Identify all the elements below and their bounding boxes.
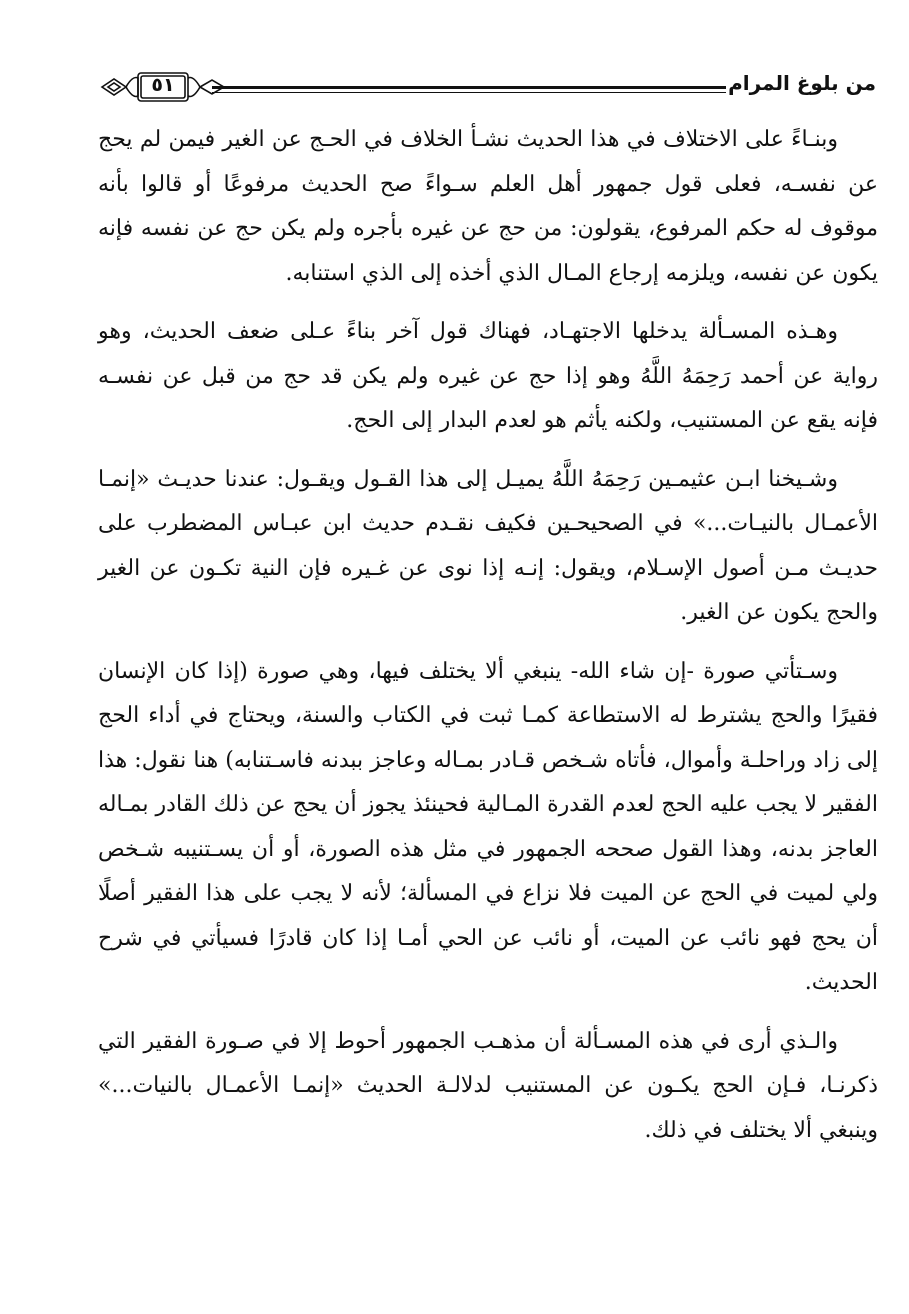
header-rule — [212, 86, 726, 89]
header-rule-thin — [212, 92, 726, 93]
page-header — [100, 68, 876, 108]
paragraph: وهـذه المسـألة يدخلها الاجتهـاد، فهناك قول آخر بناءً عـلى ضعف الحديث، وهو رواية عن أحمد رَحِمَهُ اللَّهُ وهو إذا حج عن غيره ولم يكن قد حج من قبل عن نفسـه فإنه يقع عن المستنيب، ولكنه يأثم هو لعدم البدار إلى الحج. — [98, 319, 878, 433]
paragraph: والـذي أرى في هذه المسـألة أن مذهـب الجمهور أحوط إلا في صـورة الفقير التي ذكرنـا، فـإن الحج يكـون عن المستنيب لدلالـة الحديث «إنمـا الأعمـال بالنيات...» وينبغي ألا يختلف في ذلك. — [98, 1028, 878, 1143]
paragraph: وسـتأتي صورة -إن شاء الله- ينبغي ألا يختلف فيها، وهي صورة (إذا كان الإنسان فقيرًا والحج يشترط له الاستطاعة كمـا ثبت في الكتاب والسنة، ويحتاج في أداء الحج إلى زاد وراحلـة وأموال، فأتاه شـخص قـادر بمـاله وعاجز ببدنه فاسـتنابه) هنا نقول: هذا الفقير لا يجب عليه الحج لعدم القدرة المـالية فحينئذ يجوز أن يحج عن ذلك القادر بمـاله العاجز بدنه، وهذا القول صححه الجمهور في مثل هذه الصورة، أو أن يسـتنيبه شـخص ولي لميت في الحج عن الميت فلا نزاع في المسألة؛ لأنه لا يجب على هذا الفقير أصلًا أن يحج فهو نائب عن الميت، أو نائب عن الحي أمـا إذا كان قادرًا فسيأتي في شرح الحديث. — [98, 658, 878, 995]
page-body — [98, 118, 878, 1167]
running-title: من بلوغ المرام — [728, 71, 876, 95]
paragraph: وشـيخنا ابـن عثيمـين رَحِمَهُ اللَّهُ يميـل إلى هذا القـول ويقـول: عندنا حديـث «إنمـا الأعمـال بالنيـات...» في الصحيحـين فكيف نقـدم حديث ابن عبـاس المضطرب على حديـث مـن أصول الإسـلام، ويقول: إنـه إذا نوى عن غـيره فإن النية تكـون عن الغير والحج يكون عن الغير. — [98, 466, 878, 625]
page-number: ٥١ — [151, 74, 175, 96]
paragraph: وبنـاءً على الاختلاف في هذا الحديث نشـأ الخلاف في الحـج عن الغير فيمن لم يحج عن نفسـه، فعلى قول جمهور أهل العلم سـواءً صح الحديث مرفوعًا أو قالوا بأنه موقوف له حكم المرفوع، يقولون: من حج عن غيره بأجره ولم يكن حج عن نفسه فإنه يكون عن نفسه، ويلزمه إرجاع المـال الذي أخذه إلى الذي استنابه. — [98, 127, 878, 286]
